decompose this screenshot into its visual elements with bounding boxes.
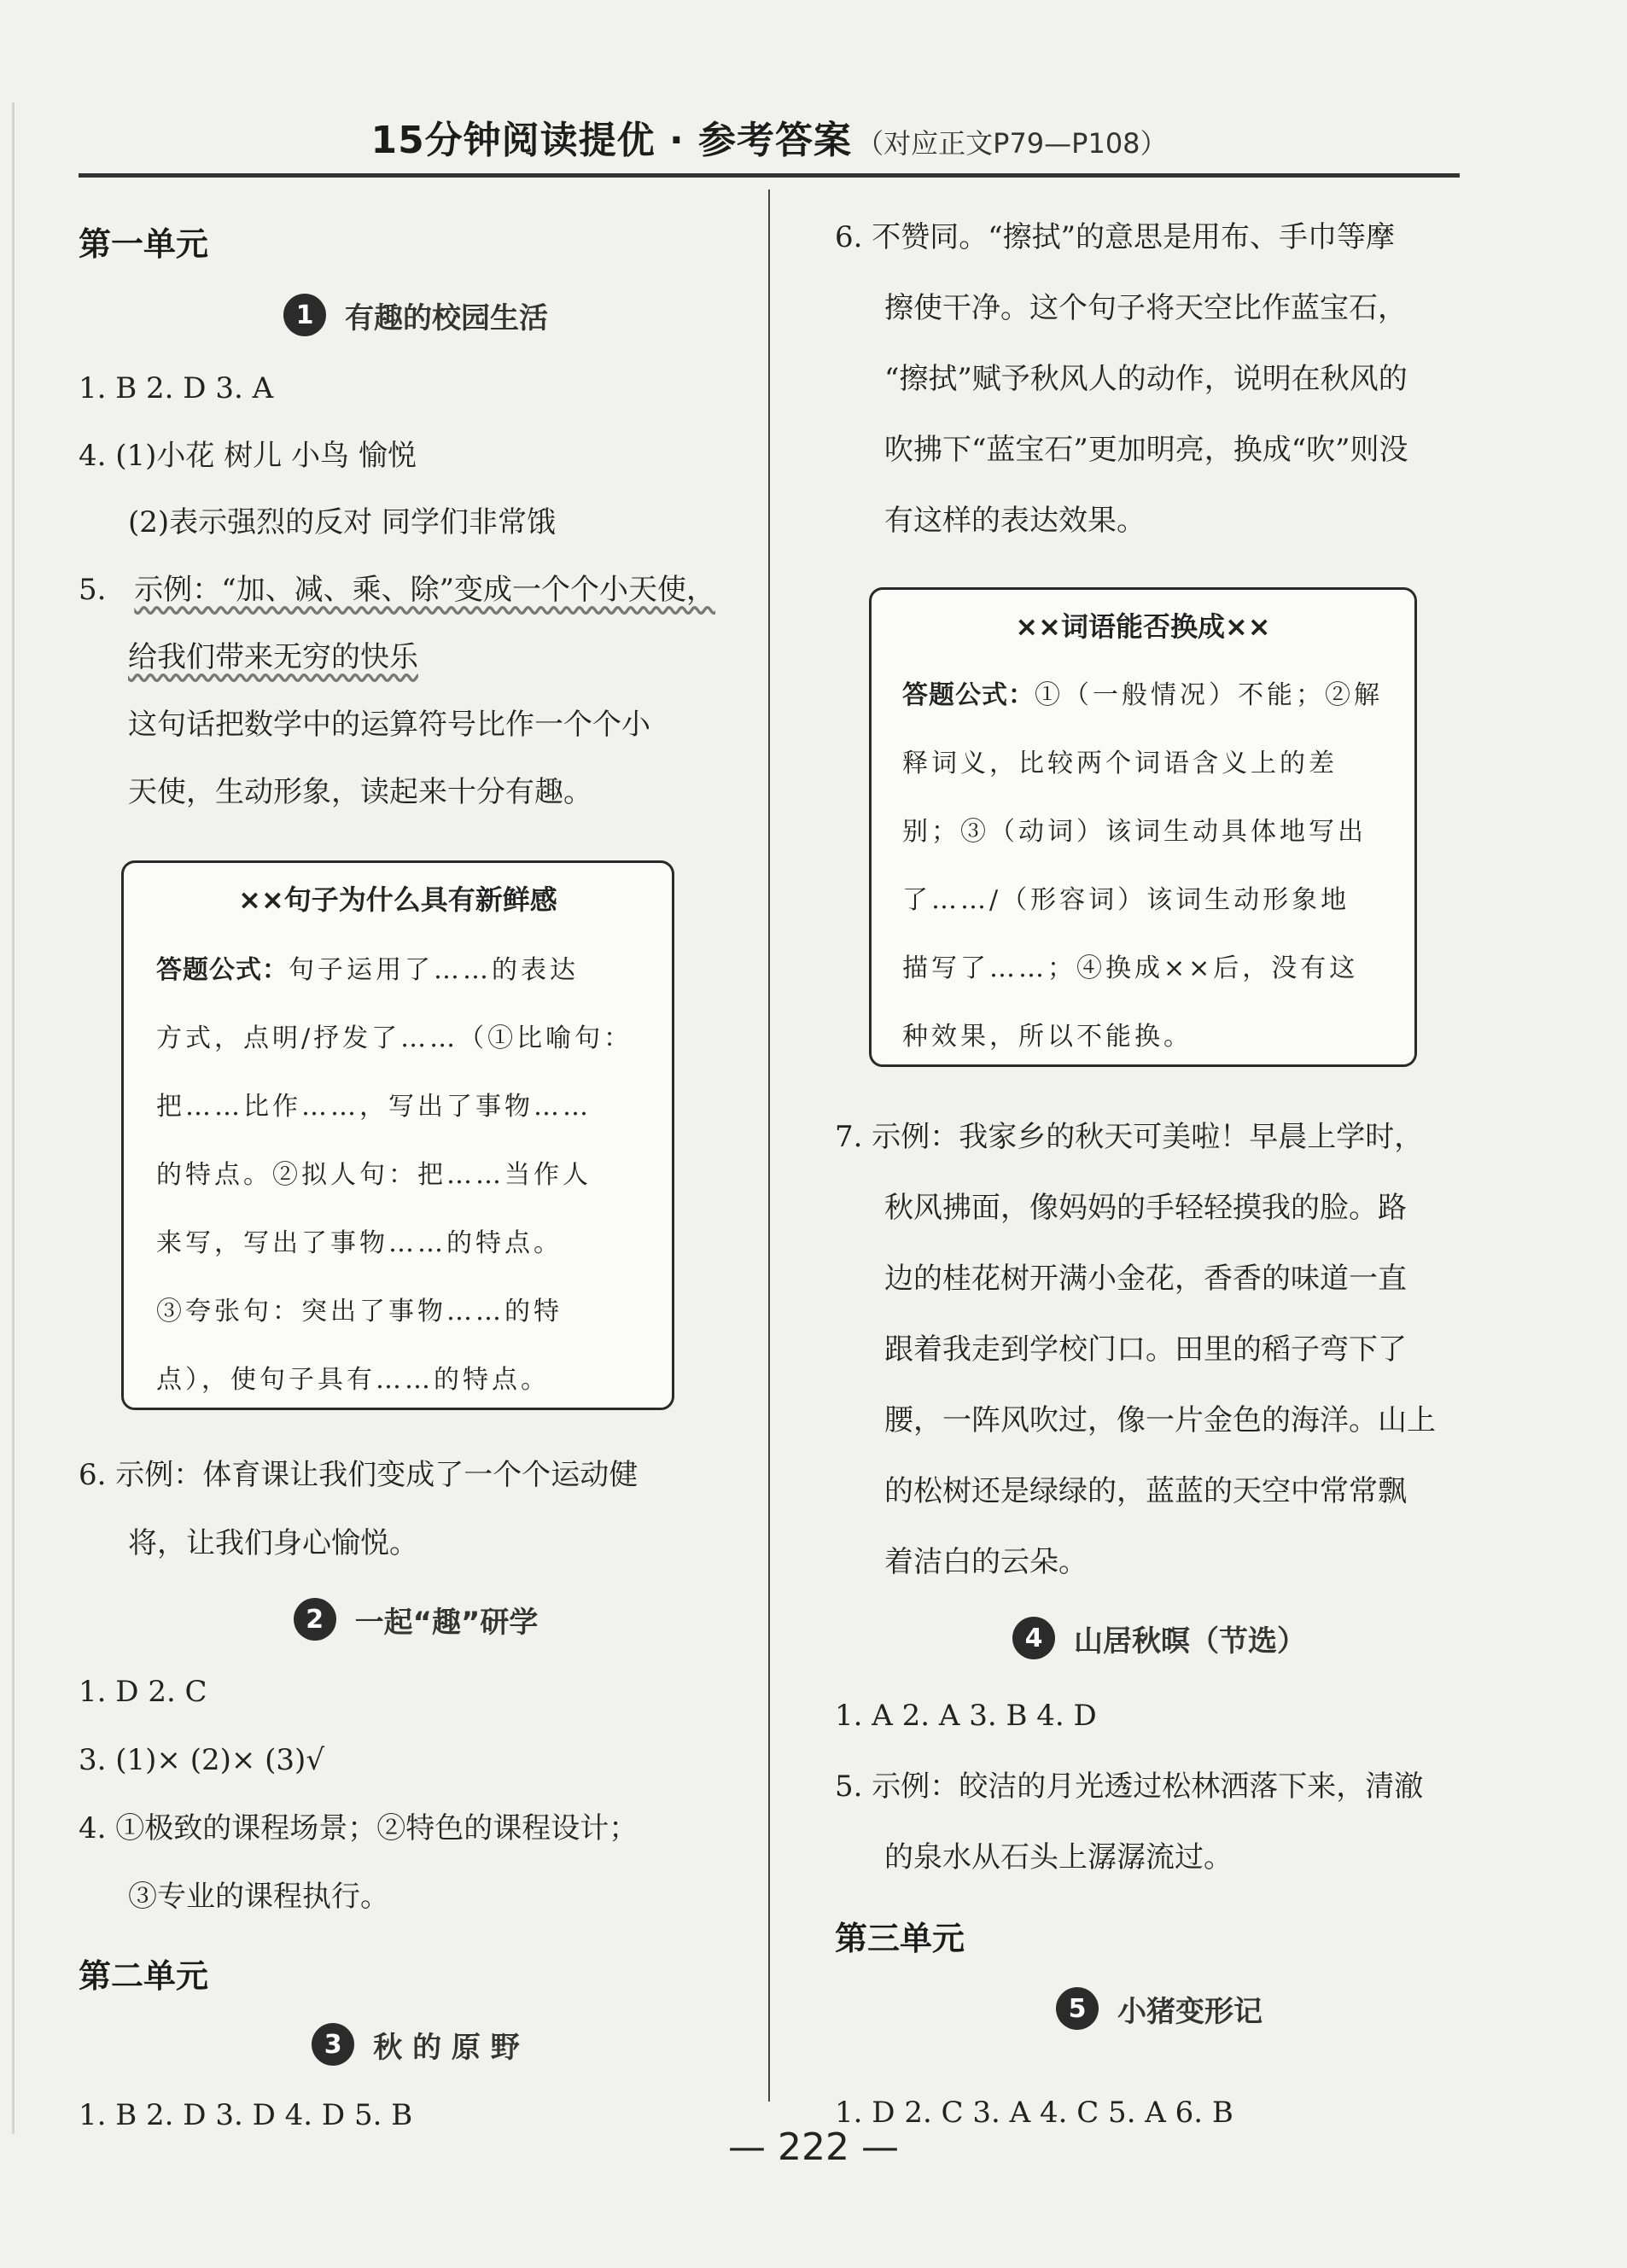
answer-line <box>79 640 418 674</box>
tip-box <box>869 587 1417 1067</box>
unit-heading: 第二单元 <box>79 1957 209 1995</box>
header-rule <box>79 173 1460 178</box>
tip-box-line: 描写了……；④换成××后，没有这 <box>902 953 1359 983</box>
lesson-heading <box>79 294 753 336</box>
answer-line: 的松树还是绿绿的，蓝蓝的天空中常常飘 <box>884 1474 1407 1508</box>
answer-line: 有这样的表达效果。 <box>884 504 1146 538</box>
wavy-underlined-sentence: 示例：“加、减、乘、除”变成一个个小天使， <box>134 573 716 607</box>
answer-line: 1. B 2. D 3. A <box>79 371 274 405</box>
answer-line: 4. ①极致的课程场景；②特色的课程设计； <box>79 1811 639 1845</box>
tip-box-line: ③夸张句：突出了事物……的特 <box>156 1297 563 1326</box>
answer-line: 6. 不赞同。“擦拭”的意思是用布、手巾等摩 <box>835 220 1396 254</box>
tip-box-line: 种效果，所以不能换。 <box>902 1022 1193 1052</box>
tip-box-line: 释词义，比较两个词语含义上的差 <box>902 749 1338 778</box>
answer-line: 天使，生动形象，读起来十分有趣。 <box>128 775 592 809</box>
answer-line: 6. 示例：体育课让我们变成了一个个运动健 <box>79 1458 639 1492</box>
answer-line: ③专业的课程执行。 <box>128 1880 389 1914</box>
answer-line <box>79 573 715 607</box>
unit-heading: 第三单元 <box>835 1920 965 1957</box>
column-divider <box>768 189 770 2102</box>
lesson-heading <box>79 1598 753 1641</box>
lesson-title: 有趣的校园生活 <box>345 300 548 335</box>
answer-line: 7. 示例：我家乡的秋天可美啦！早晨上学时， <box>835 1120 1424 1154</box>
answer-line: (2)表示强烈的反对 同学们非常饿 <box>128 505 556 539</box>
lesson-heading <box>835 1987 1484 2030</box>
wavy-underlined-sentence: 给我们带来无穷的快乐 <box>128 640 418 674</box>
tip-box-line: 了……/（形容词）该词生动形象地 <box>902 885 1350 915</box>
lesson-title: 小猪变形记 <box>1117 1994 1263 2029</box>
answer-line: 1. D 2. C 3. A 4. C 5. A 6. B <box>835 2096 1233 2130</box>
answer-line: 腰，一阵风吹过，像一片金色的海洋。山上 <box>884 1403 1436 1437</box>
tip-box-line: 方式，点明/抒发了……（①比喻句： <box>156 1023 633 1053</box>
answer-line: 边的桂花树开满小金花，香香的味道一直 <box>884 1262 1407 1296</box>
tip-box-line: 答题公式：句子运用了……的表达 <box>156 955 579 985</box>
answer-line: 3. (1)× (2)× (3)√ <box>79 1743 324 1777</box>
answer-line: 吹拂下“蓝宝石”更加明亮，换成“吹”则没 <box>884 433 1408 467</box>
tip-box <box>121 860 674 1410</box>
header-title: 15分钟阅读提优 · 参考答案 <box>370 119 853 162</box>
answer-line: 擦使干净。这个句子将天空比作蓝宝石， <box>884 291 1407 325</box>
answer-line: 5. 示例：皎洁的月光透过松林洒落下来，清澈 <box>835 1770 1424 1804</box>
answer-line: 的泉水从石头上潺潺流过。 <box>884 1840 1233 1874</box>
unit-heading: 第一单元 <box>79 225 209 263</box>
answer-line: 跟着我走到学校门口。田里的稻子弯下了 <box>884 1332 1407 1367</box>
tip-box-line: 答题公式：①（一般情况）不能；②解 <box>902 680 1383 710</box>
lesson-title: 一起“趣”研学 <box>354 1605 539 1640</box>
question-number: 5. <box>79 573 107 607</box>
formula-label: 答题公式： <box>156 955 289 985</box>
tip-box-line: 点），使句子具有……的特点。 <box>156 1365 550 1395</box>
tip-box-line: 别；③（动词）该词生动具体地写出 <box>902 817 1367 847</box>
tip-box-title: ××句子为什么具有新鲜感 <box>238 883 557 916</box>
lesson-title: 山居秋暝（节选） <box>1074 1624 1306 1659</box>
answer-line: 1. D 2. C <box>79 1675 207 1709</box>
header-range: （对应正文P79—P108） <box>856 127 1168 160</box>
lesson-number-badge: 1 <box>283 294 326 336</box>
answer-line: “擦拭”赋予秋风人的动作，说明在秋风的 <box>884 362 1408 396</box>
answer-line: 1. B 2. D 3. D 4. D 5. B <box>79 2098 413 2132</box>
lesson-number-badge: 3 <box>312 2023 354 2066</box>
tip-box-line: 来写，写出了事物……的特点。 <box>156 1228 563 1258</box>
answer-line: 秋风拂面，像妈妈的手轻轻摸我的脸。路 <box>884 1191 1407 1225</box>
tip-box-line: 把……比作……，写出了事物…… <box>156 1092 592 1122</box>
answer-line: 这句话把数学中的运算符号比作一个个小 <box>128 708 650 742</box>
tip-box-title: ××词语能否换成×× <box>1015 610 1271 643</box>
answer-line: 着洁白的云朵。 <box>884 1545 1088 1579</box>
lesson-number-badge: 4 <box>1012 1617 1055 1659</box>
lesson-title: 秋 的 原 野 <box>373 2030 520 2065</box>
page-header <box>79 109 1460 178</box>
formula-label: 答题公式： <box>902 680 1035 710</box>
page-number: — 222 — <box>728 2125 899 2169</box>
lesson-number-badge: 5 <box>1056 1987 1099 2030</box>
lesson-heading <box>835 1617 1484 1659</box>
page-spine-shadow <box>12 102 15 2134</box>
answer-line: 将，让我们身心愉悦。 <box>128 1526 418 1560</box>
tip-box-line: 的特点。②拟人句：把……当作人 <box>156 1160 592 1190</box>
answer-line: 1. A 2. A 3. B 4. D <box>835 1699 1097 1733</box>
lesson-heading <box>79 2023 753 2066</box>
answer-line: 4. (1)小花 树儿 小鸟 愉悦 <box>79 439 417 473</box>
lesson-number-badge: 2 <box>294 1598 336 1641</box>
